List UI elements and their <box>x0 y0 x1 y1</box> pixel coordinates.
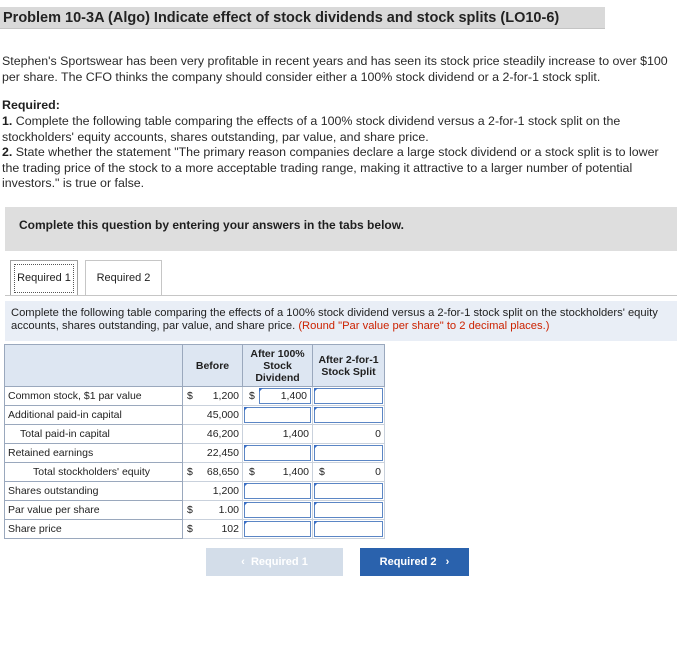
split-input[interactable] <box>314 388 383 404</box>
before-value: 1,200 <box>212 390 239 402</box>
chevron-left-icon: ‹ <box>241 556 245 568</box>
table-row <box>5 444 385 463</box>
prev-required-label: Required 1 <box>250 556 308 568</box>
tab-divider <box>5 295 677 296</box>
currency-symbol: $ <box>249 390 255 402</box>
dividend-input-cell[interactable] <box>243 387 313 406</box>
chevron-right-icon: › <box>445 556 450 568</box>
before-value: 68,650 <box>206 466 239 478</box>
row-label: Shares outstanding <box>5 482 183 501</box>
tab-required-2[interactable] <box>85 260 162 296</box>
split-input[interactable] <box>314 483 383 499</box>
before-cell <box>183 501 243 520</box>
next-required-label: Required 2 <box>379 556 437 568</box>
required-item-2 <box>2 145 677 192</box>
dividend-value: 1,400 <box>282 466 309 478</box>
tab-required-1[interactable] <box>10 260 78 296</box>
table-row <box>5 482 385 501</box>
required-item-2-text: State whether the statement "The primary reason companies declare a large stock dividend or a stock split is to lower the trading price of the stock to a more acceptable trading range, making it attractive to a larger number of potential investors." is true or false. <box>2 145 659 190</box>
row-label: Share price <box>5 520 183 539</box>
before-cell <box>183 406 243 425</box>
row-label: Total stockholders' equity <box>5 463 183 482</box>
dividend-input[interactable] <box>244 521 311 537</box>
currency-symbol: $ <box>187 523 193 535</box>
table-row <box>5 425 385 444</box>
dividend-input-cell[interactable] <box>243 406 313 425</box>
split-input-cell[interactable] <box>313 444 385 463</box>
split-input[interactable] <box>314 407 383 423</box>
dividend-input[interactable] <box>244 483 311 499</box>
currency-symbol: $ <box>187 466 193 478</box>
task-instructions-text: Complete the following table comparing the effects of a 100% stock dividend versus a 2-for-1 stock split on the stockholders' equity accounts, shares outstanding, par value, and share price. <box>11 307 658 332</box>
table-row <box>5 501 385 520</box>
dividend-computed-cell <box>243 463 313 482</box>
split-input[interactable] <box>314 521 383 537</box>
before-value: 45,000 <box>206 409 239 421</box>
split-input[interactable] <box>314 445 383 461</box>
before-cell <box>183 520 243 539</box>
table-row <box>5 463 385 482</box>
row-label: Common stock, $1 par value <box>5 387 183 406</box>
dividend-input[interactable] <box>259 388 311 404</box>
instruction-banner: Complete this question by entering your answers in the tabs below. <box>5 207 677 251</box>
header-blank <box>5 345 183 387</box>
row-label: Additional paid-in capital <box>5 406 183 425</box>
table-row <box>5 520 385 539</box>
rounding-note: (Round "Par value per share" to 2 decimal places.) <box>298 319 550 332</box>
next-required-button[interactable] <box>360 548 469 576</box>
tab-required-1-label: Required 1 <box>17 272 71 284</box>
before-cell <box>183 387 243 406</box>
split-computed-cell <box>313 425 385 444</box>
required-item-2-number: 2. <box>2 145 13 159</box>
dividend-input-cell[interactable] <box>243 501 313 520</box>
row-label: Par value per share <box>5 501 183 520</box>
comparison-table <box>4 344 385 539</box>
before-cell <box>183 482 243 501</box>
table-header-row <box>5 345 385 387</box>
required-heading: Required: <box>2 98 60 112</box>
split-input-cell[interactable] <box>313 501 385 520</box>
split-input-cell[interactable] <box>313 406 385 425</box>
before-value: 1.00 <box>218 504 239 516</box>
dividend-input[interactable] <box>244 445 311 461</box>
split-computed-cell <box>313 463 385 482</box>
split-input-cell[interactable] <box>313 520 385 539</box>
before-cell <box>183 463 243 482</box>
dividend-input-cell[interactable] <box>243 520 313 539</box>
dividend-value: 1,400 <box>282 428 309 440</box>
table-row <box>5 387 385 406</box>
required-item-1 <box>2 114 677 145</box>
currency-symbol: $ <box>187 504 193 516</box>
header-before: Before <box>183 345 243 387</box>
page-title: Problem 10-3A (Algo) Indicate effect of stock dividends and stock splits (LO10-6) <box>0 7 605 29</box>
before-cell <box>183 444 243 463</box>
tab-focus-ring <box>14 264 74 293</box>
dividend-computed-cell <box>243 425 313 444</box>
prev-required-button[interactable] <box>206 548 343 576</box>
dividend-input[interactable] <box>244 502 311 518</box>
header-after-split: After 2-for-1 Stock Split <box>313 345 385 387</box>
required-item-1-text: Complete the following table comparing the effects of a 100% stock dividend versus a 2-for-1 stock split on the stockholders' equity accounts, shares outstanding, par value, and share price. <box>2 114 621 144</box>
currency-symbol: $ <box>249 466 255 478</box>
header-after-dividend: After 100% Stock Dividend <box>243 345 313 387</box>
split-value: 0 <box>375 428 381 440</box>
required-item-1-number: 1. <box>2 114 13 128</box>
split-input-cell[interactable] <box>313 387 385 406</box>
row-label: Total paid-in capital <box>5 425 183 444</box>
problem-intro: Stephen's Sportswear has been very profitable in recent years and has seen its stock price steadily increase to over $100 per share. The CFO thinks the company should consider either a 100% stock dividend or a 2-for-1 stock split. <box>2 54 668 84</box>
table-row <box>5 406 385 425</box>
dividend-input[interactable] <box>244 407 311 423</box>
split-input[interactable] <box>314 502 383 518</box>
before-value: 102 <box>221 523 239 535</box>
dividend-input-cell[interactable] <box>243 482 313 501</box>
required-list <box>2 114 677 192</box>
task-instructions <box>5 301 677 341</box>
before-value: 1,200 <box>212 485 239 497</box>
split-input-cell[interactable] <box>313 482 385 501</box>
split-value: 0 <box>375 466 381 478</box>
dividend-value: 1,400 <box>280 390 307 402</box>
currency-symbol: $ <box>187 390 193 402</box>
currency-symbol: $ <box>319 466 325 478</box>
dividend-input-cell[interactable] <box>243 444 313 463</box>
tab-required-2-label: Required 2 <box>96 272 151 284</box>
before-value: 22,450 <box>206 447 239 459</box>
before-cell <box>183 425 243 444</box>
row-label: Retained earnings <box>5 444 183 463</box>
before-value: 46,200 <box>206 428 239 440</box>
